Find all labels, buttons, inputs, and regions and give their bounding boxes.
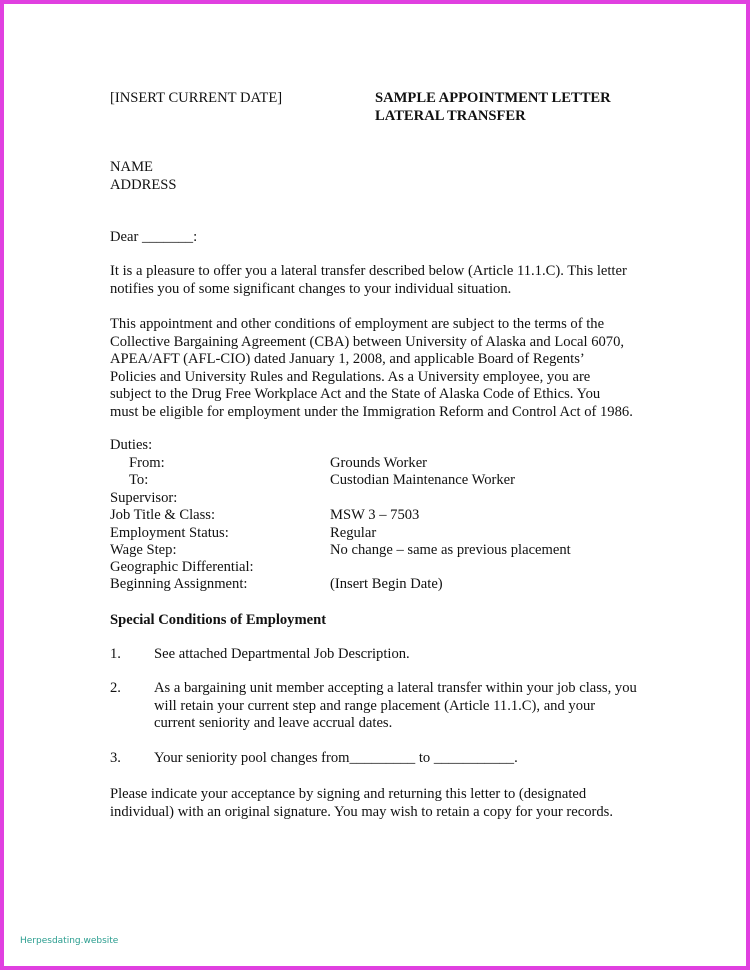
to-value: Custodian Maintenance Worker <box>330 472 515 488</box>
supervisor-label: Supervisor: <box>110 490 178 506</box>
condition-text <box>154 680 637 733</box>
letter-title-line-2: LATERAL TRANSFER <box>375 108 526 124</box>
terms-line: must be eligible for employment under the Immigration Reform and Control Act of 1986. <box>110 403 633 420</box>
closing-paragraph <box>110 786 670 821</box>
employment-status-row <box>4 525 746 542</box>
condition-line: Your seniority pool changes from_________ to ___________. <box>154 750 518 766</box>
beginning-assignment-row <box>4 576 746 593</box>
terms-line: Collective Bargaining Agreement (CBA) between University of Alaska and Local 6070, <box>110 333 625 350</box>
condition-line: See attached Departmental Job Description. <box>154 646 410 662</box>
condition-text <box>154 750 518 768</box>
duties-row <box>4 437 746 454</box>
beginning-assignment-label: Beginning Assignment: <box>110 576 248 592</box>
letter-document <box>4 4 746 966</box>
intro-paragraph <box>110 263 670 298</box>
wage-step-label: Wage Step: <box>110 542 177 558</box>
condition-line: current seniority and leave accrual dates. <box>154 715 393 732</box>
intro-line: notifies you of some significant changes to your individual situation. <box>110 280 512 297</box>
condition-line: As a bargaining unit member accepting a lateral transfer within your job class, you <box>154 680 637 696</box>
employment-status-label: Employment Status: <box>110 525 229 541</box>
date-placeholder: [INSERT CURRENT DATE] <box>110 90 283 106</box>
from-value: Grounds Worker <box>330 455 428 471</box>
job-title-label: Job Title & Class: <box>110 507 216 523</box>
wage-step-value: No change – same as previous placement <box>330 542 571 558</box>
geographic-differential-label: Geographic Differential: <box>110 559 254 575</box>
closing-line: individual) with an original signature. You may wish to retain a copy for your records. <box>110 803 613 820</box>
from-label: From: <box>129 455 165 471</box>
condition-number: 1. <box>110 646 121 662</box>
condition-number: 2. <box>110 680 121 696</box>
terms-line: APEA/AFT (AFL-CIO) dated January 1, 2008, and applicable Board of Regents’ <box>110 351 585 368</box>
job-title-row <box>4 507 746 524</box>
condition-number: 3. <box>110 750 121 766</box>
employment-status-value: Regular <box>330 525 377 541</box>
terms-paragraph <box>110 316 670 422</box>
supervisor-row <box>4 490 746 507</box>
from-row <box>4 455 746 472</box>
letter-title-line-1: SAMPLE APPOINTMENT LETTER <box>375 90 611 106</box>
special-conditions-heading: Special Conditions of Employment <box>110 612 327 628</box>
duties-label: Duties: <box>110 437 153 453</box>
wage-step-row <box>4 542 746 559</box>
closing-line: Please indicate your acceptance by signing and returning this letter to (designated <box>110 786 587 802</box>
terms-line: This appointment and other conditions of employment are subject to the terms of the <box>110 316 605 332</box>
terms-line: subject to the Drug Free Workplace Act and the State of Alaska Code of Ethics. You <box>110 386 601 403</box>
geographic-differential-row <box>4 559 746 576</box>
recipient-address: ADDRESS <box>110 177 177 193</box>
watermark-text: Herpesdating.website <box>20 936 119 946</box>
recipient-name: NAME <box>110 159 153 175</box>
intro-line: It is a pleasure to offer you a lateral transfer described below (Article 11.1.C). This letter <box>110 263 627 279</box>
terms-line: Policies and University Rules and Regulations. As a University employee, you are <box>110 368 591 385</box>
salutation: Dear _______: <box>110 229 198 245</box>
beginning-assignment-value: (Insert Begin Date) <box>330 576 443 592</box>
condition-line: will retain your current step and range placement (Article 11.1.C), and your <box>154 697 596 714</box>
to-row <box>4 472 746 489</box>
to-label: To: <box>129 472 149 488</box>
condition-text <box>154 646 410 664</box>
job-title-value: MSW 3 – 7503 <box>330 507 420 523</box>
